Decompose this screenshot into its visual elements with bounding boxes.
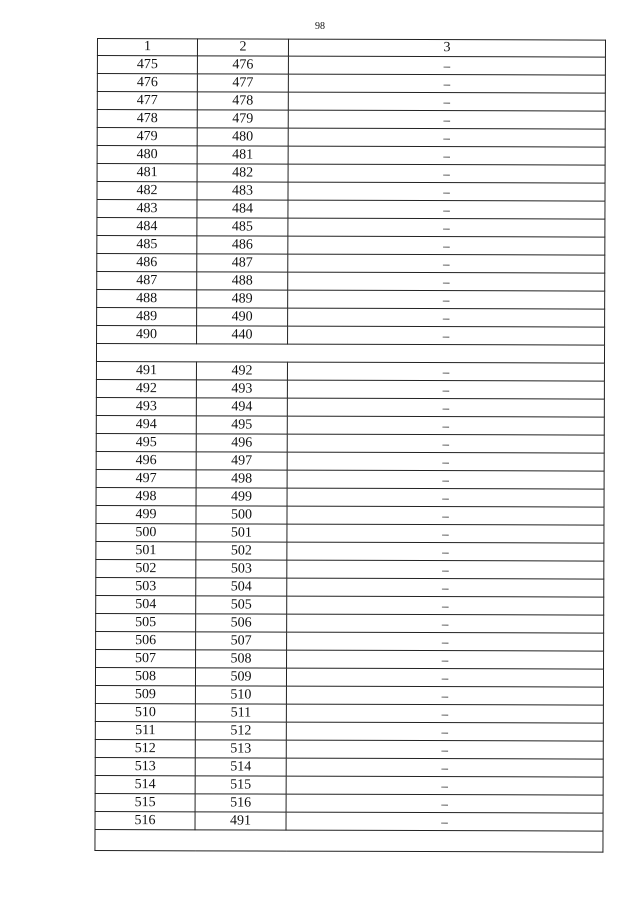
table-cell-col2: 502: [196, 542, 287, 560]
table-cell-col2: 501: [196, 524, 287, 542]
table-row: [97, 56, 605, 76]
table-cell-col1: 487: [97, 272, 197, 290]
table-cell-col3: –: [288, 308, 605, 327]
table-cell-col3: –: [288, 272, 605, 291]
table-row: [96, 541, 604, 561]
table-cell-col1: 491: [96, 361, 196, 379]
table-cell-col2: 515: [195, 776, 286, 794]
table-cell-col3: –: [286, 794, 603, 813]
table-row: [95, 793, 603, 813]
table-cell-col3: –: [288, 254, 605, 273]
table-cell-col2: 477: [197, 74, 288, 92]
table-cell-col1: 481: [97, 164, 197, 182]
table-cell-col1: 507: [96, 649, 196, 667]
table-cell-col1: 510: [95, 703, 195, 721]
table-row: [95, 811, 603, 831]
table-cell-col3: –: [286, 812, 603, 831]
table-cell-col1: 511: [95, 721, 195, 739]
table-row: [96, 487, 604, 507]
table-cell-col3: –: [288, 74, 605, 93]
table-row: [96, 577, 604, 597]
table-cell-col2: 493: [196, 380, 287, 398]
table-cell-col1: 486: [97, 254, 197, 272]
table-row: [96, 595, 604, 615]
table-cell-col3: –: [287, 506, 604, 525]
table-cell-col2: 478: [197, 92, 288, 110]
table-cell-col3: –: [286, 722, 603, 741]
table-cell-col3: –: [287, 470, 604, 489]
table-cell-col3: –: [288, 200, 605, 219]
table-row: [95, 667, 603, 687]
table-row: [96, 523, 604, 543]
table-row: [96, 469, 604, 489]
table-cell-col2: 512: [195, 722, 286, 740]
table-row: [95, 775, 603, 795]
table-cell-col3: –: [287, 614, 604, 633]
table-cell-col1: 515: [95, 793, 195, 811]
table-cell-col3: –: [287, 632, 604, 651]
table-cell-col2: 508: [196, 650, 287, 668]
table-row: [97, 110, 605, 130]
page-number: 98: [315, 21, 325, 32]
table-cell-col3: –: [287, 596, 604, 615]
table-cell-col2: 488: [197, 272, 288, 290]
table-cell-col3: –: [287, 560, 604, 579]
table-cell-col3: –: [287, 650, 604, 669]
blank-cell: [96, 344, 604, 364]
table-cell-col1: 478: [97, 110, 197, 128]
table-row: [96, 433, 604, 453]
table-cell-col2: 490: [197, 308, 288, 326]
table-row: [97, 146, 605, 166]
blank-row: [95, 829, 603, 852]
table-row: [97, 290, 605, 310]
table-cell-col1: 494: [96, 415, 196, 433]
table-cell-col2: 507: [196, 632, 287, 650]
table-cell-col2: 513: [195, 740, 286, 758]
table-cell-col1: 475: [97, 56, 197, 74]
table-row: [97, 308, 605, 328]
table-cell-col2: 483: [197, 182, 288, 200]
table-cell-col1: 503: [96, 577, 196, 595]
table-row: [97, 326, 605, 346]
table-row: [97, 218, 605, 238]
table-cell-col1: 482: [97, 182, 197, 200]
table-row: [97, 164, 605, 184]
table-cell-col2: 499: [196, 488, 287, 506]
table-cell-col1: 505: [96, 613, 196, 631]
table-cell-col2: 487: [197, 254, 288, 272]
table-cell-col1: 485: [97, 236, 197, 254]
table-row: [97, 182, 605, 202]
table-cell-col1: 502: [96, 559, 196, 577]
table-cell-col3: –: [287, 416, 604, 435]
table-cell-col1: 490: [97, 326, 197, 344]
table-cell-col1: 500: [96, 523, 196, 541]
table-cell-col3: –: [288, 182, 605, 201]
table-cell-col1: 488: [97, 290, 197, 308]
table-cell-col1: 509: [95, 685, 195, 703]
table-cell-col3: –: [287, 524, 604, 543]
table-cell-col1: 493: [96, 397, 196, 415]
table-row: [96, 631, 604, 651]
table-cell-col3: –: [288, 218, 605, 237]
table-cell-col2: 503: [196, 560, 287, 578]
table-cell-col1: 516: [95, 811, 195, 829]
table-cell-col2: 484: [197, 200, 288, 218]
table-cell-col3: –: [287, 452, 604, 471]
table-cell-col2: 486: [197, 236, 288, 254]
table-row: [97, 272, 605, 292]
table-cell-col1: 476: [97, 74, 197, 92]
table-cell-col1: 498: [96, 487, 196, 505]
table-row: [97, 200, 605, 220]
table-cell-col1: 484: [97, 218, 197, 236]
table-row: [96, 415, 604, 435]
table-cell-col1: 501: [96, 541, 196, 559]
table-cell-col1: 489: [97, 308, 197, 326]
data-table: [94, 38, 606, 853]
table-cell-col1: 499: [96, 505, 196, 523]
table-cell-col3: –: [288, 128, 605, 147]
table-cell-col1: 513: [95, 757, 195, 775]
table-row: [97, 254, 605, 274]
table-cell-col2: 516: [195, 794, 286, 812]
header-row: [97, 39, 605, 58]
table-row: [97, 92, 605, 112]
column-header-2: 2: [197, 39, 288, 56]
table-cell-col1: 479: [97, 128, 197, 146]
table-cell-col1: 480: [97, 146, 197, 164]
table-cell-col2: 511: [195, 704, 286, 722]
table-cell-col3: –: [287, 398, 604, 417]
table-cell-col2: 494: [196, 398, 287, 416]
table-cell-col3: –: [287, 488, 604, 507]
table-row: [96, 613, 604, 633]
table-cell-col2: 505: [196, 596, 287, 614]
table-row: [96, 361, 604, 381]
table-cell-col3: –: [286, 776, 603, 795]
table-row: [96, 379, 604, 399]
table-cell-col3: –: [288, 326, 605, 345]
table-row: [95, 721, 603, 741]
table-cell-col2: 440: [197, 326, 288, 344]
table-cell-col2: 479: [197, 110, 288, 128]
table-row: [96, 559, 604, 579]
table-cell-col3: –: [288, 92, 605, 111]
table-cell-col2: 510: [195, 686, 286, 704]
table-cell-col2: 514: [195, 758, 286, 776]
table-cell-col2: 500: [196, 506, 287, 524]
table-cell-col1: 483: [97, 200, 197, 218]
table-cell-col3: –: [287, 380, 604, 399]
table-cell-col3: –: [288, 290, 605, 309]
table-row: [95, 685, 603, 705]
table-cell-col3: –: [288, 110, 605, 129]
table-cell-col1: 506: [96, 631, 196, 649]
table-cell-col2: 492: [196, 362, 287, 380]
column-header-3: 3: [288, 39, 605, 57]
table-cell-col3: –: [288, 236, 605, 255]
table-cell-col3: –: [288, 146, 605, 165]
table-cell-col2: 496: [196, 434, 287, 452]
table-cell-col1: 514: [95, 775, 195, 793]
table-cell-col2: 495: [196, 416, 287, 434]
table-cell-col2: 506: [196, 614, 287, 632]
table-cell-col1: 512: [95, 739, 195, 757]
table-cell-col1: 504: [96, 595, 196, 613]
table-row: [97, 236, 605, 256]
column-header-1: 1: [97, 39, 197, 56]
table-cell-col2: 480: [197, 128, 288, 146]
table-cell-col2: 504: [196, 578, 287, 596]
table-cell-col3: –: [287, 542, 604, 561]
table-row: [96, 397, 604, 417]
table-cell-col3: –: [286, 704, 603, 723]
table-cell-col3: –: [288, 56, 605, 75]
table-row: [95, 739, 603, 759]
table-cell-col2: 497: [196, 452, 287, 470]
table-cell-col2: 485: [197, 218, 288, 236]
table-cell-col3: –: [287, 578, 604, 597]
table-cell-col1: 495: [96, 433, 196, 451]
table-cell-col1: 496: [96, 451, 196, 469]
table-row: [95, 757, 603, 777]
table-row: [95, 703, 603, 723]
table-cell-col2: 482: [197, 164, 288, 182]
table-row: [97, 128, 605, 148]
table-row: [97, 74, 605, 94]
table-cell-col2: 489: [197, 290, 288, 308]
blank-row: [96, 344, 604, 364]
table-body: [95, 39, 606, 853]
table-cell-col1: 497: [96, 469, 196, 487]
table-cell-col2: 498: [196, 470, 287, 488]
table-row: [96, 505, 604, 525]
table-row: [96, 649, 604, 669]
table-cell-col3: –: [287, 434, 604, 453]
table-cell-col3: –: [286, 758, 603, 777]
table-cell-col2: 509: [195, 668, 286, 686]
table-cell-col1: 492: [96, 379, 196, 397]
table-cell-col2: 481: [197, 146, 288, 164]
table-cell-col1: 508: [95, 667, 195, 685]
table-cell-col3: –: [286, 668, 603, 687]
table-cell-col3: –: [286, 686, 603, 705]
table-cell-col3: –: [287, 362, 604, 381]
blank-cell: [95, 829, 603, 852]
table-cell-col1: 477: [97, 92, 197, 110]
table-cell-col2: 491: [195, 812, 286, 830]
table-cell-col3: –: [288, 164, 605, 183]
table-cell-col2: 476: [197, 56, 288, 74]
table-row: [96, 451, 604, 471]
table-cell-col3: –: [286, 740, 603, 759]
